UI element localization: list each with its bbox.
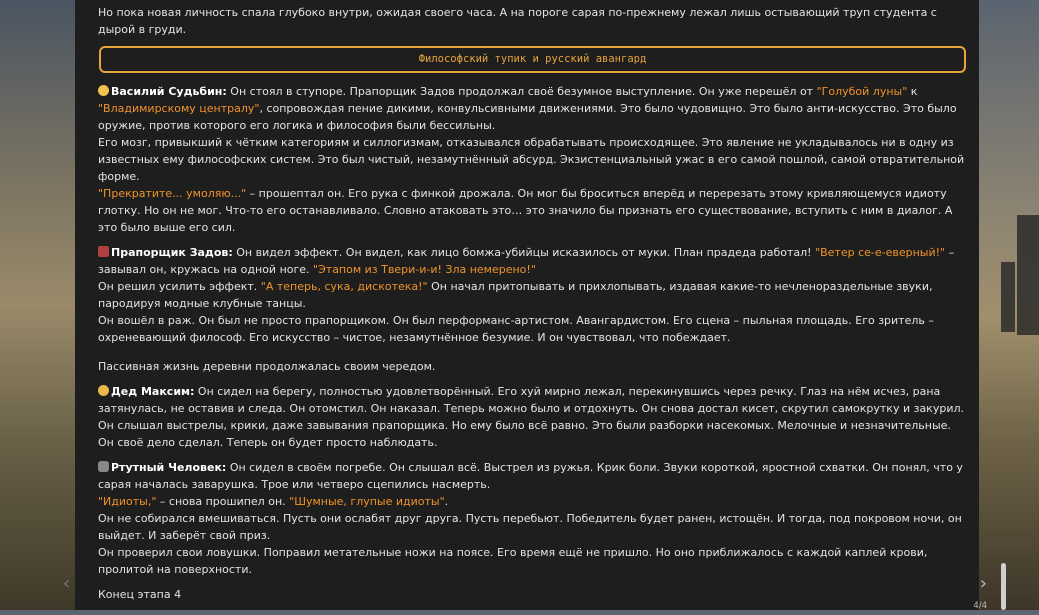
quote: "Ветер се-е-еверный!": [815, 246, 946, 259]
quote: "Этапом из Твери-и-и! Зла немерено!": [313, 263, 536, 276]
passive-paragraph: Пассивная жизнь деревни продолжалась своим чередом.: [98, 360, 436, 373]
quote: "А теперь, сука, дискотека!": [260, 280, 428, 293]
quote: "Идиоты,": [98, 495, 157, 508]
banner-title: Философский тупик и русский авангард: [418, 53, 647, 65]
story-content: [98, 4, 966, 603]
background-left: [0, 0, 75, 610]
old-man-icon: [98, 385, 109, 396]
maxim-block: Дед Максим: Он сидел на берегу, полностью удовлетворённый. Его хуй мирно лежал, перекинувшись через речку. Глаз на нём исчез, рана затянулась, не оставив и следа. Он отомстил. Он наказал. Теперь можно было и отдохнуть. Он снова достал кисет, скрутил самокрутку и закурил. Он слышал выстрелы, крики, даже завывания прапорщика. Но ему было всё равно. Это были разборки насекомых. Мелочные и незначительные. Он своё дело сделал. Теперь он будет просто наблюдать.: [98, 385, 964, 449]
character-name: Василий Судьбин:: [111, 85, 227, 98]
person-silhouette-icon: [98, 461, 109, 472]
next-page-button[interactable]: ›: [979, 573, 987, 594]
previous-page-button[interactable]: ‹: [63, 573, 71, 594]
intro-paragraph: Но пока новая личность спала глубоко внутри, ожидая своего часа. А на пороге сарая по-прежнему лежал лишь остывающий труп студента с дырой в груди.: [98, 6, 937, 36]
story-panel: [63, 0, 987, 611]
paragraph: Его мозг, привыкший к чётким категориям и силлогизмам, отказывался обрабатывать происходящее. Это явление не укладывалось ни в одну из известных ему философских систем. Это был чистый, незамутнённый абсурд. Экзистенциальный ужас в его самой пошлой, самой отвратительной форме.: [98, 136, 965, 183]
paragraph: Он не собирался вмешиваться. Пусть они ослабят друг друга. Пусть перебьют. Победитель будет ранен, истощён. И тогда, под покровом ночи, он выйдет. И заберёт свой приз.: [98, 512, 962, 542]
paragraph: Он проверил свои ловушки. Поправил метательные ножи на поясе. Его время ещё не пришло. Но оно приближалось с каждой каплей крови, пролитой на поверхности.: [98, 546, 928, 576]
ruin-tower: [1017, 215, 1039, 335]
end-label: Конец этапа 4: [98, 588, 182, 601]
character-name: Ртутный Человек:: [111, 461, 227, 474]
ruin-tower: [1001, 262, 1015, 332]
quote: "Прекратите... умоляю...": [98, 187, 247, 200]
quote: "Шумные, глупые идиоты": [289, 495, 445, 508]
vasily-block: Василий Судьбин: Он стоял в ступоре. Прапорщик Задов продолжал своё безумное выступление. Он уже перешёл от "Голубой луны" к "Владимирскому централу", сопровождая пение дикими, конвульсивными движениями. Это было чудовищно. Это было анти-искусство. Это было оружие, против которого его логика и философия были бессильны. Его мозг, привыкший к чётким категориям и силлогизмам, отказывался обрабатывать происходящее. Это явление не укладывалось ни в одну из известных ему философских систем. Это был чистый, незамутнённый абсурд. Экзистенциальный ужас в его самой пошлой, самой отвратительной форме. "Прекратите... умоляю..." – прошептал он. Его рука с финкой дрожала. Он мог бы броситься вперёд и перерезать этому кривляющемуся идиоту глотку. Но он не мог. Что-то его останавливало. Словно атаковать это… это значило бы признать его существование, вступить с ним в диалог. А это было выше его сил.: [98, 85, 965, 234]
paragraph: Он вошёл в раж. Он был не просто прапорщиком. Он был перформанс-артистом. Авангардистом. Его сцена – пыльная площадь. Его зритель – охреневающий философ. Его искусство – чистое, незамутнённое безумие. И он чувствовал, что побеждает.: [98, 314, 934, 344]
zadov-block: Прапорщик Задов: Он видел эффект. Он видел, как лицо бомжа-убийцы исказилось от муки. План прадеда работал! "Ветер се-е-еверный!" – завывал он, кружась на одной ноге. "Этапом из Твери-и-и! Зла немерено!" Он решил усилить эффект. "А теперь, сука, дискотека!" Он начал притопывать и прихлопывать, издавая какие-то нечленораздельные звуки, пародируя модные клубные танцы. Он вошёл в раж. Он был не просто прапорщиком. Он был перформанс-артистом. Авангардистом. Его сцена – пыльная площадь. Его зритель – охреневающий философ. Его искусство – чистое, незамутнённое безумие. И он чувствовал, что побеждает.: [98, 244, 966, 346]
section-banner: [99, 46, 966, 73]
character-name: Дед Максим:: [111, 385, 195, 398]
mercury-block: Ртутный Человек: Он сидел в своём погребе. Он слышал всё. Выстрел из ружья. Крик боли. Звуки короткой, яростной схватки. Он понял, что у сарая началась заварушка. Трое или четверо сцепились насмерть. "Идиоты," – снова прошипел он. "Шумные, глупые идиоты". Он не собирался вмешиваться. Пусть они ослабят друг друга. Пусть перебьют. Победитель будет ранен, истощён. И тогда, под покровом ночи, он выйдет. И заберёт свой приз. Он проверил свои ловушки. Поправил метательные ножи на поясе. Его время ещё не пришло. Но оно приближалось с каждой каплей крови, пролитой на поверхности.: [98, 459, 966, 578]
page-counter: 4/4: [973, 601, 987, 611]
quote: "Голубой луны": [816, 85, 908, 98]
character-name: Прапорщик Задов:: [111, 246, 233, 259]
soldier-icon: [98, 246, 109, 257]
scrollbar-thumb[interactable]: [1001, 563, 1006, 610]
quote: "Владимирскому централу": [98, 102, 260, 115]
thinking-face-icon: [98, 85, 109, 96]
